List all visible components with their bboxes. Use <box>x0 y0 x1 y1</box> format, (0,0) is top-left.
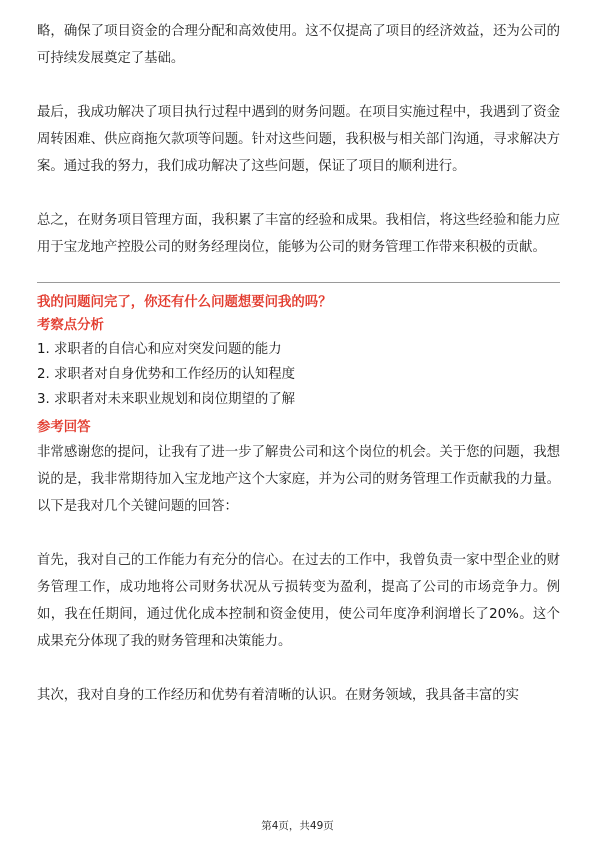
paragraph-gap <box>37 520 560 547</box>
body-paragraph: 最后，我成功解决了项目执行过程中遇到的财务问题。在项目实施过程中，我遇到了资金周转困难、供应商拖欠款项等问题。针对这些问题，我积极与相关部门沟通，寻求解决方案。通过我的努力，我们成功解决了这些问题，保证了项目的顺利进行。 <box>37 105 560 174</box>
body-paragraph: 总之，在财务项目管理方面，我积累了丰富的经验和成果。我相信，将这些经验和能力应用于宝龙地产控股公司的财务经理岗位，能够为公司的财务管理工作带来积极的贡献。 <box>37 213 560 255</box>
analysis-item: 2. 求职者对自身优势和工作经历的认知程度 <box>37 367 296 382</box>
answer-paragraph: 非常感谢您的提问，让我有了进一步了解贵公司和这个岗位的机会。关于您的问题，我想说的是，我非常期待加入宝龙地产这个大家庭，并为公司的财务管理工作贡献我的力量。以下是我对几个关键问题的回答： <box>37 445 560 514</box>
document-page <box>37 18 560 709</box>
answer-paragraph: 首先，我对自己的工作能力有充分的信心。在过去的工作中，我曾负责一家中型企业的财务管理工作，成功地将公司财务状况从亏损转变为盈利，提高了公司的市场竞争力。例如，我在任期间，通过优化成本控制和资金使用，使公司年度净利润增长了20%。这个成果充分体现了我的财务管理和决策能力。 <box>37 553 560 649</box>
interview-question: 我的问题问完了，你还有什么问题想要问我的吗？ <box>37 295 332 310</box>
analysis-item: 1. 求职者的自信心和应对突发问题的能力 <box>37 342 282 357</box>
analysis-item: 3. 求职者对未来职业规划和岗位期望的了解 <box>37 392 296 407</box>
answer-heading: 参考回答 <box>37 420 91 435</box>
paragraph-gap <box>37 655 560 682</box>
paragraph-gap <box>37 180 560 207</box>
body-paragraph: 略，确保了项目资金的合理分配和高效使用。这不仅提高了项目的经济效益，还为公司的可持续发展奠定了基础。 <box>37 24 560 66</box>
section-divider <box>37 282 560 283</box>
analysis-heading: 考察点分析 <box>37 318 104 333</box>
answer-paragraph: 其次，我对自身的工作经历和优势有着清晰的认识。在财务领域，我具备丰富的实 <box>37 688 520 703</box>
page-number-footer: 第4页，共49页 <box>261 820 334 832</box>
paragraph-gap <box>37 72 560 99</box>
